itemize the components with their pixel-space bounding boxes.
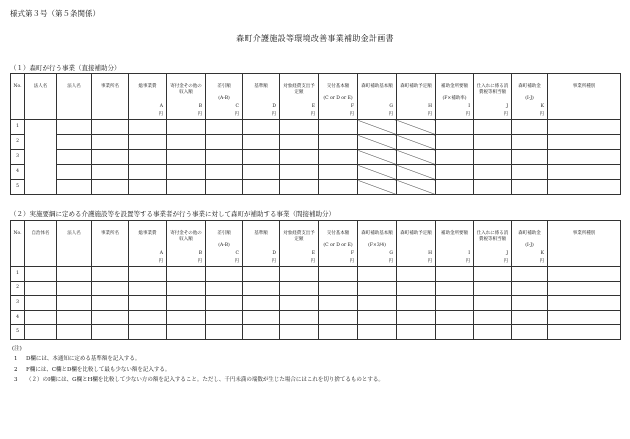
row-number: 3 — [11, 150, 25, 165]
table-cell[interactable] — [25, 267, 57, 282]
table-cell[interactable] — [206, 150, 243, 165]
table-cell[interactable] — [436, 325, 474, 340]
row-number: 5 — [11, 325, 25, 340]
column-header: 対象経費支出予定額 E 円 — [280, 221, 319, 267]
struck-cell — [397, 135, 436, 150]
table-cell[interactable] — [436, 310, 474, 325]
table-cell[interactable] — [129, 281, 167, 296]
column-header: 自治体名 — [25, 221, 57, 267]
note-item: 2 F欄には、C欄とD欄を比較して最も少ない額を記入する。 — [14, 366, 171, 373]
document-title: 森町介護施設等環境改善事業補助金計画書 — [236, 34, 394, 43]
table-cell[interactable] — [206, 296, 243, 311]
table-cell[interactable] — [474, 180, 512, 195]
table-cell[interactable] — [436, 135, 474, 150]
table-cell[interactable] — [548, 120, 621, 135]
table-cell[interactable] — [206, 135, 243, 150]
table-cell[interactable] — [92, 165, 129, 180]
column-header: 森町補助金 (I-J) K 円 — [512, 221, 548, 267]
struck-cell — [397, 165, 436, 180]
column-header: No. — [11, 221, 25, 267]
row-number: 2 — [11, 281, 25, 296]
table-cell[interactable] — [319, 325, 358, 340]
table-cell[interactable] — [92, 120, 129, 135]
table-cell[interactable] — [92, 296, 129, 311]
table-cell[interactable] — [512, 325, 548, 340]
table-cell[interactable] — [167, 310, 206, 325]
table-cell[interactable] — [397, 267, 436, 282]
table-cell[interactable] — [92, 281, 129, 296]
struck-cell — [358, 165, 397, 180]
notes — [12, 344, 384, 385]
column-header: 差引額 (A-B) C 円 — [206, 221, 243, 267]
table-row — [11, 296, 621, 311]
table-cell[interactable] — [280, 120, 319, 135]
struck-cell — [358, 150, 397, 165]
table-cell[interactable] — [280, 165, 319, 180]
table-cell[interactable] — [167, 296, 206, 311]
column-header: 仕入れに係る消費税等相当額 J 円 — [474, 74, 512, 120]
table-cell[interactable] — [512, 135, 548, 150]
table-cell[interactable] — [25, 296, 57, 311]
table-cell[interactable] — [548, 150, 621, 165]
table-cell[interactable] — [474, 267, 512, 282]
struck-cell — [397, 120, 436, 135]
column-header: 事業所種別 — [548, 74, 621, 120]
struck-cell — [358, 180, 397, 195]
column-header: 事業所種別 — [548, 221, 621, 267]
table-cell[interactable] — [206, 325, 243, 340]
column-header: 森町補助予定額 H 円 — [397, 221, 436, 267]
table-cell[interactable] — [243, 310, 280, 325]
table-cell[interactable] — [25, 281, 57, 296]
form-number: 様式第３号（第５条関係） — [10, 9, 100, 18]
column-header: 森町補助予定額 H 円 — [397, 74, 436, 120]
table-cell[interactable] — [57, 150, 92, 165]
table-cell[interactable] — [319, 267, 358, 282]
table-cell[interactable] — [358, 310, 397, 325]
table-cell[interactable] — [92, 267, 129, 282]
table-row — [11, 267, 621, 282]
section1-heading: （１）森町が行う事業（直接補助分） — [10, 64, 121, 72]
table-cell[interactable] — [474, 281, 512, 296]
header-row — [11, 74, 621, 120]
direct-subsidy-table — [10, 73, 621, 195]
table-cell[interactable] — [280, 180, 319, 195]
table-row — [11, 180, 621, 195]
section2-heading: （２）実施要綱に定める介護施設等を設置等する事業者が行う事業に対して森町が補助する事業（間接補助分） — [10, 210, 335, 218]
table-cell[interactable] — [474, 325, 512, 340]
table-cell[interactable] — [474, 135, 512, 150]
table-cell[interactable] — [129, 135, 167, 150]
table-cell[interactable] — [25, 325, 57, 340]
table-cell[interactable] — [548, 267, 621, 282]
table-cell[interactable] — [358, 267, 397, 282]
table-cell[interactable] — [167, 325, 206, 340]
table-cell[interactable] — [57, 267, 92, 282]
indirect-subsidy-table — [10, 220, 621, 340]
table-cell[interactable] — [243, 120, 280, 135]
table-cell[interactable] — [436, 165, 474, 180]
column-header: 法人名 — [57, 221, 92, 267]
table-cell[interactable] — [319, 281, 358, 296]
table-cell[interactable] — [319, 310, 358, 325]
table-cell[interactable] — [167, 180, 206, 195]
row-number: 5 — [11, 180, 25, 195]
column-header: 事業所名 — [92, 74, 129, 120]
table-cell[interactable] — [243, 135, 280, 150]
table-cell[interactable] — [319, 180, 358, 195]
table-cell[interactable] — [243, 296, 280, 311]
table-cell[interactable] — [319, 296, 358, 311]
table-cell[interactable] — [243, 150, 280, 165]
column-header: 差引額 (A-B) C 円 — [206, 74, 243, 120]
column-header: 法人名 — [57, 74, 92, 120]
notes-label: (注) — [12, 346, 22, 352]
table-cell[interactable] — [436, 281, 474, 296]
table-cell[interactable] — [57, 281, 92, 296]
table-row — [11, 120, 621, 135]
table-cell[interactable] — [397, 310, 436, 325]
table-cell[interactable] — [92, 135, 129, 150]
table-cell[interactable] — [167, 267, 206, 282]
table-cell[interactable] — [57, 180, 92, 195]
table-cell[interactable] — [243, 165, 280, 180]
table-cell[interactable] — [129, 165, 167, 180]
table-row — [11, 325, 621, 340]
table-cell[interactable] — [397, 325, 436, 340]
table-cell[interactable] — [167, 165, 206, 180]
table-cell[interactable] — [57, 120, 92, 135]
table-cell[interactable] — [206, 267, 243, 282]
table-cell[interactable] — [129, 180, 167, 195]
table-cell[interactable] — [548, 165, 621, 180]
table-cell[interactable] — [474, 296, 512, 311]
note-item: 1 D欄には、本通知に定める基準額を記入する。 — [14, 356, 141, 363]
column-header: 寄付金その他の収入額 B 円 — [167, 221, 206, 267]
table-cell[interactable] — [129, 325, 167, 340]
table-cell[interactable] — [206, 281, 243, 296]
table-cell[interactable] — [57, 165, 92, 180]
column-header: No. — [11, 74, 25, 120]
table-cell[interactable] — [319, 150, 358, 165]
row-number: 4 — [11, 310, 25, 325]
column-header: 総事業費 A 円 — [129, 221, 167, 267]
table-cell[interactable] — [92, 150, 129, 165]
table-cell[interactable] — [548, 325, 621, 340]
row-number: 1 — [11, 267, 25, 282]
table-cell[interactable] — [206, 165, 243, 180]
table-cell[interactable] — [92, 325, 129, 340]
table-cell[interactable] — [57, 325, 92, 340]
table-cell[interactable] — [548, 135, 621, 150]
table-cell[interactable] — [474, 150, 512, 165]
column-header: 基準額 D 円 — [243, 74, 280, 120]
table-row — [11, 150, 621, 165]
struck-cell — [358, 135, 397, 150]
column-header: 事業所名 — [92, 221, 129, 267]
table-cell[interactable] — [397, 281, 436, 296]
column-header: 寄付金その他の収入額 B 円 — [167, 74, 206, 120]
table-cell[interactable] — [25, 310, 57, 325]
table-cell[interactable] — [206, 180, 243, 195]
table-cell[interactable] — [512, 267, 548, 282]
table-cell[interactable] — [280, 281, 319, 296]
table-cell[interactable] — [206, 120, 243, 135]
table-cell[interactable] — [280, 310, 319, 325]
column-header: 森町補助金 (I-J) K 円 — [512, 74, 548, 120]
table-cell[interactable] — [92, 180, 129, 195]
table-cell[interactable] — [397, 296, 436, 311]
table-cell[interactable] — [129, 120, 167, 135]
row-number: 4 — [11, 165, 25, 180]
table-cell[interactable] — [512, 310, 548, 325]
column-header: 交付基本額 (C or D or E) F 円 — [319, 221, 358, 267]
table-cell[interactable] — [25, 120, 57, 195]
column-header: 補助金所要額 (F×補助率) I 円 — [436, 74, 474, 120]
table-cell[interactable] — [319, 135, 358, 150]
table-cell[interactable] — [280, 135, 319, 150]
table-cell[interactable] — [436, 180, 474, 195]
struck-cell — [397, 180, 436, 195]
table-cell[interactable] — [167, 150, 206, 165]
table-cell[interactable] — [243, 267, 280, 282]
table-cell[interactable] — [280, 267, 319, 282]
table-cell[interactable] — [129, 150, 167, 165]
table-cell[interactable] — [129, 310, 167, 325]
table-cell[interactable] — [167, 120, 206, 135]
table-cell[interactable] — [512, 180, 548, 195]
column-header: 補助金所要額 I 円 — [436, 221, 474, 267]
table-cell[interactable] — [92, 310, 129, 325]
table-cell[interactable] — [548, 296, 621, 311]
row-number: 2 — [11, 135, 25, 150]
column-header: 森町補助基本額 (F×3/4) G 円 — [358, 221, 397, 267]
table-cell[interactable] — [243, 325, 280, 340]
table-cell[interactable] — [474, 120, 512, 135]
table-cell[interactable] — [548, 180, 621, 195]
table-cell[interactable] — [206, 310, 243, 325]
table-cell[interactable] — [358, 325, 397, 340]
note-item: 3 （２）のI欄には、G欄とH欄を比較して少ない方の額を記入すること。ただし、千円未満の端数が生じた場合にはこれを切り捨てるものとする。 — [14, 376, 384, 383]
table-cell[interactable] — [57, 310, 92, 325]
table-cell[interactable] — [243, 281, 280, 296]
table-cell[interactable] — [280, 150, 319, 165]
table-cell[interactable] — [280, 296, 319, 311]
table-cell[interactable] — [436, 150, 474, 165]
table-cell[interactable] — [129, 267, 167, 282]
table-cell[interactable] — [512, 120, 548, 135]
table-cell[interactable] — [57, 135, 92, 150]
struck-cell — [358, 120, 397, 135]
table-cell[interactable] — [512, 296, 548, 311]
column-header: 森町補助基本額 G 円 — [358, 74, 397, 120]
table-cell[interactable] — [319, 165, 358, 180]
table-cell[interactable] — [57, 296, 92, 311]
column-header: 総事業費 A 円 — [129, 74, 167, 120]
column-header: 仕入れに係る消費税等相当額 J 円 — [474, 221, 512, 267]
column-header: 基準額 D 円 — [243, 221, 280, 267]
table-cell[interactable] — [167, 135, 206, 150]
table-cell[interactable] — [358, 296, 397, 311]
table-cell[interactable] — [167, 281, 206, 296]
table-row — [11, 281, 621, 296]
table-cell[interactable] — [319, 120, 358, 135]
table-cell[interactable] — [548, 310, 621, 325]
header-row — [11, 221, 621, 267]
table-cell[interactable] — [474, 165, 512, 180]
table-row — [11, 165, 621, 180]
table-cell[interactable] — [512, 150, 548, 165]
table-cell[interactable] — [243, 180, 280, 195]
row-number: 3 — [11, 296, 25, 311]
table-cell[interactable] — [358, 281, 397, 296]
table-cell[interactable] — [436, 120, 474, 135]
struck-cell — [397, 150, 436, 165]
table-row — [11, 135, 621, 150]
table-cell[interactable] — [512, 281, 548, 296]
column-header: 法人名 — [25, 74, 57, 120]
column-header: 交付基本額 (C or D or E) F 円 — [319, 74, 358, 120]
table-cell[interactable] — [548, 281, 621, 296]
table-cell[interactable] — [129, 296, 167, 311]
table-cell[interactable] — [436, 267, 474, 282]
table-cell[interactable] — [280, 325, 319, 340]
table-cell[interactable] — [436, 296, 474, 311]
table-cell[interactable] — [474, 310, 512, 325]
row-number: 1 — [11, 120, 25, 135]
table-row — [11, 310, 621, 325]
table-cell[interactable] — [512, 165, 548, 180]
column-header: 対象経費支出予定額 E 円 — [280, 74, 319, 120]
